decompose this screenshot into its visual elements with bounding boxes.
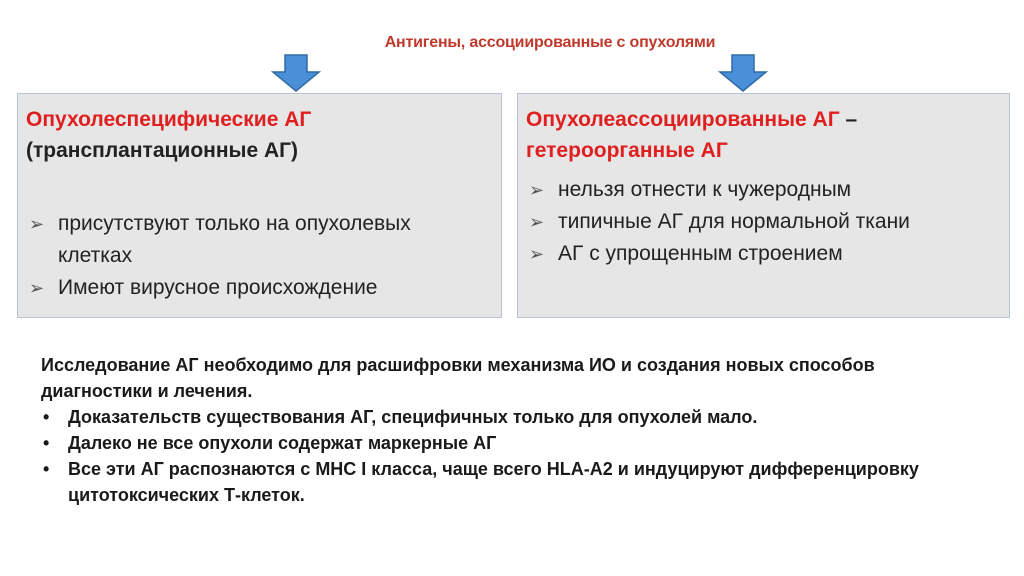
list-item: ➢ нельзя отнести к чужеродным <box>526 174 958 206</box>
right-list <box>526 174 958 270</box>
left-title-line1: Опухолеспецифические АГ <box>26 108 312 131</box>
bullet-icon: • <box>43 459 50 479</box>
down-arrow-icon <box>271 54 321 92</box>
left-list <box>26 208 418 304</box>
list-item: ➢ типичные АГ для нормальной ткани <box>526 206 958 238</box>
chevron-right-icon: ➢ <box>529 180 545 200</box>
list-item: ➢ Имеют вирусное происхождение <box>26 272 418 304</box>
chevron-right-icon: ➢ <box>29 214 45 234</box>
left-box-title <box>26 104 311 166</box>
tumor-specific-antigens-box <box>17 93 502 318</box>
bullet-list <box>41 404 991 508</box>
bullet-icon: • <box>43 433 50 453</box>
down-arrow-icon <box>718 54 768 92</box>
chevron-right-icon: ➢ <box>529 212 545 232</box>
list-item: • Далеко не все опухоли содержат маркерные АГ <box>41 430 991 456</box>
right-title-red: Опухолеассоциированные АГ <box>526 108 840 131</box>
list-item: • Доказательств существования АГ, специфичных только для опухолей мало. <box>41 404 991 430</box>
list-item: • Все эти АГ распознаются с МНС I класса, чаще всего HLA-A2 и индуцируют дифференцировку цитотоксических Т-клеток. <box>41 456 928 508</box>
right-box-title: Опухолеассоциированные АГ – гетероорганные АГ <box>526 104 857 166</box>
body-text <box>41 352 991 508</box>
left-title-line2: (трансплантационные АГ) <box>26 139 299 162</box>
list-item: ➢ присутствуют только на опухолевых клетках <box>26 208 418 272</box>
chevron-right-icon: ➢ <box>29 278 45 298</box>
chevron-right-icon: ➢ <box>529 244 545 264</box>
bullet-icon: • <box>43 407 50 427</box>
list-item: ➢ АГ с упрощенным строением <box>526 238 958 270</box>
tumor-associated-antigens-box <box>517 93 1010 318</box>
slide-title: Антигены, ассоциированные с опухолями <box>384 34 716 51</box>
right-title-line2: гетероорганные АГ <box>526 139 728 162</box>
intro-paragraph: Исследование АГ необходимо для расшифровки механизма ИО и создания новых способов диагностики и лечения. <box>41 355 875 401</box>
